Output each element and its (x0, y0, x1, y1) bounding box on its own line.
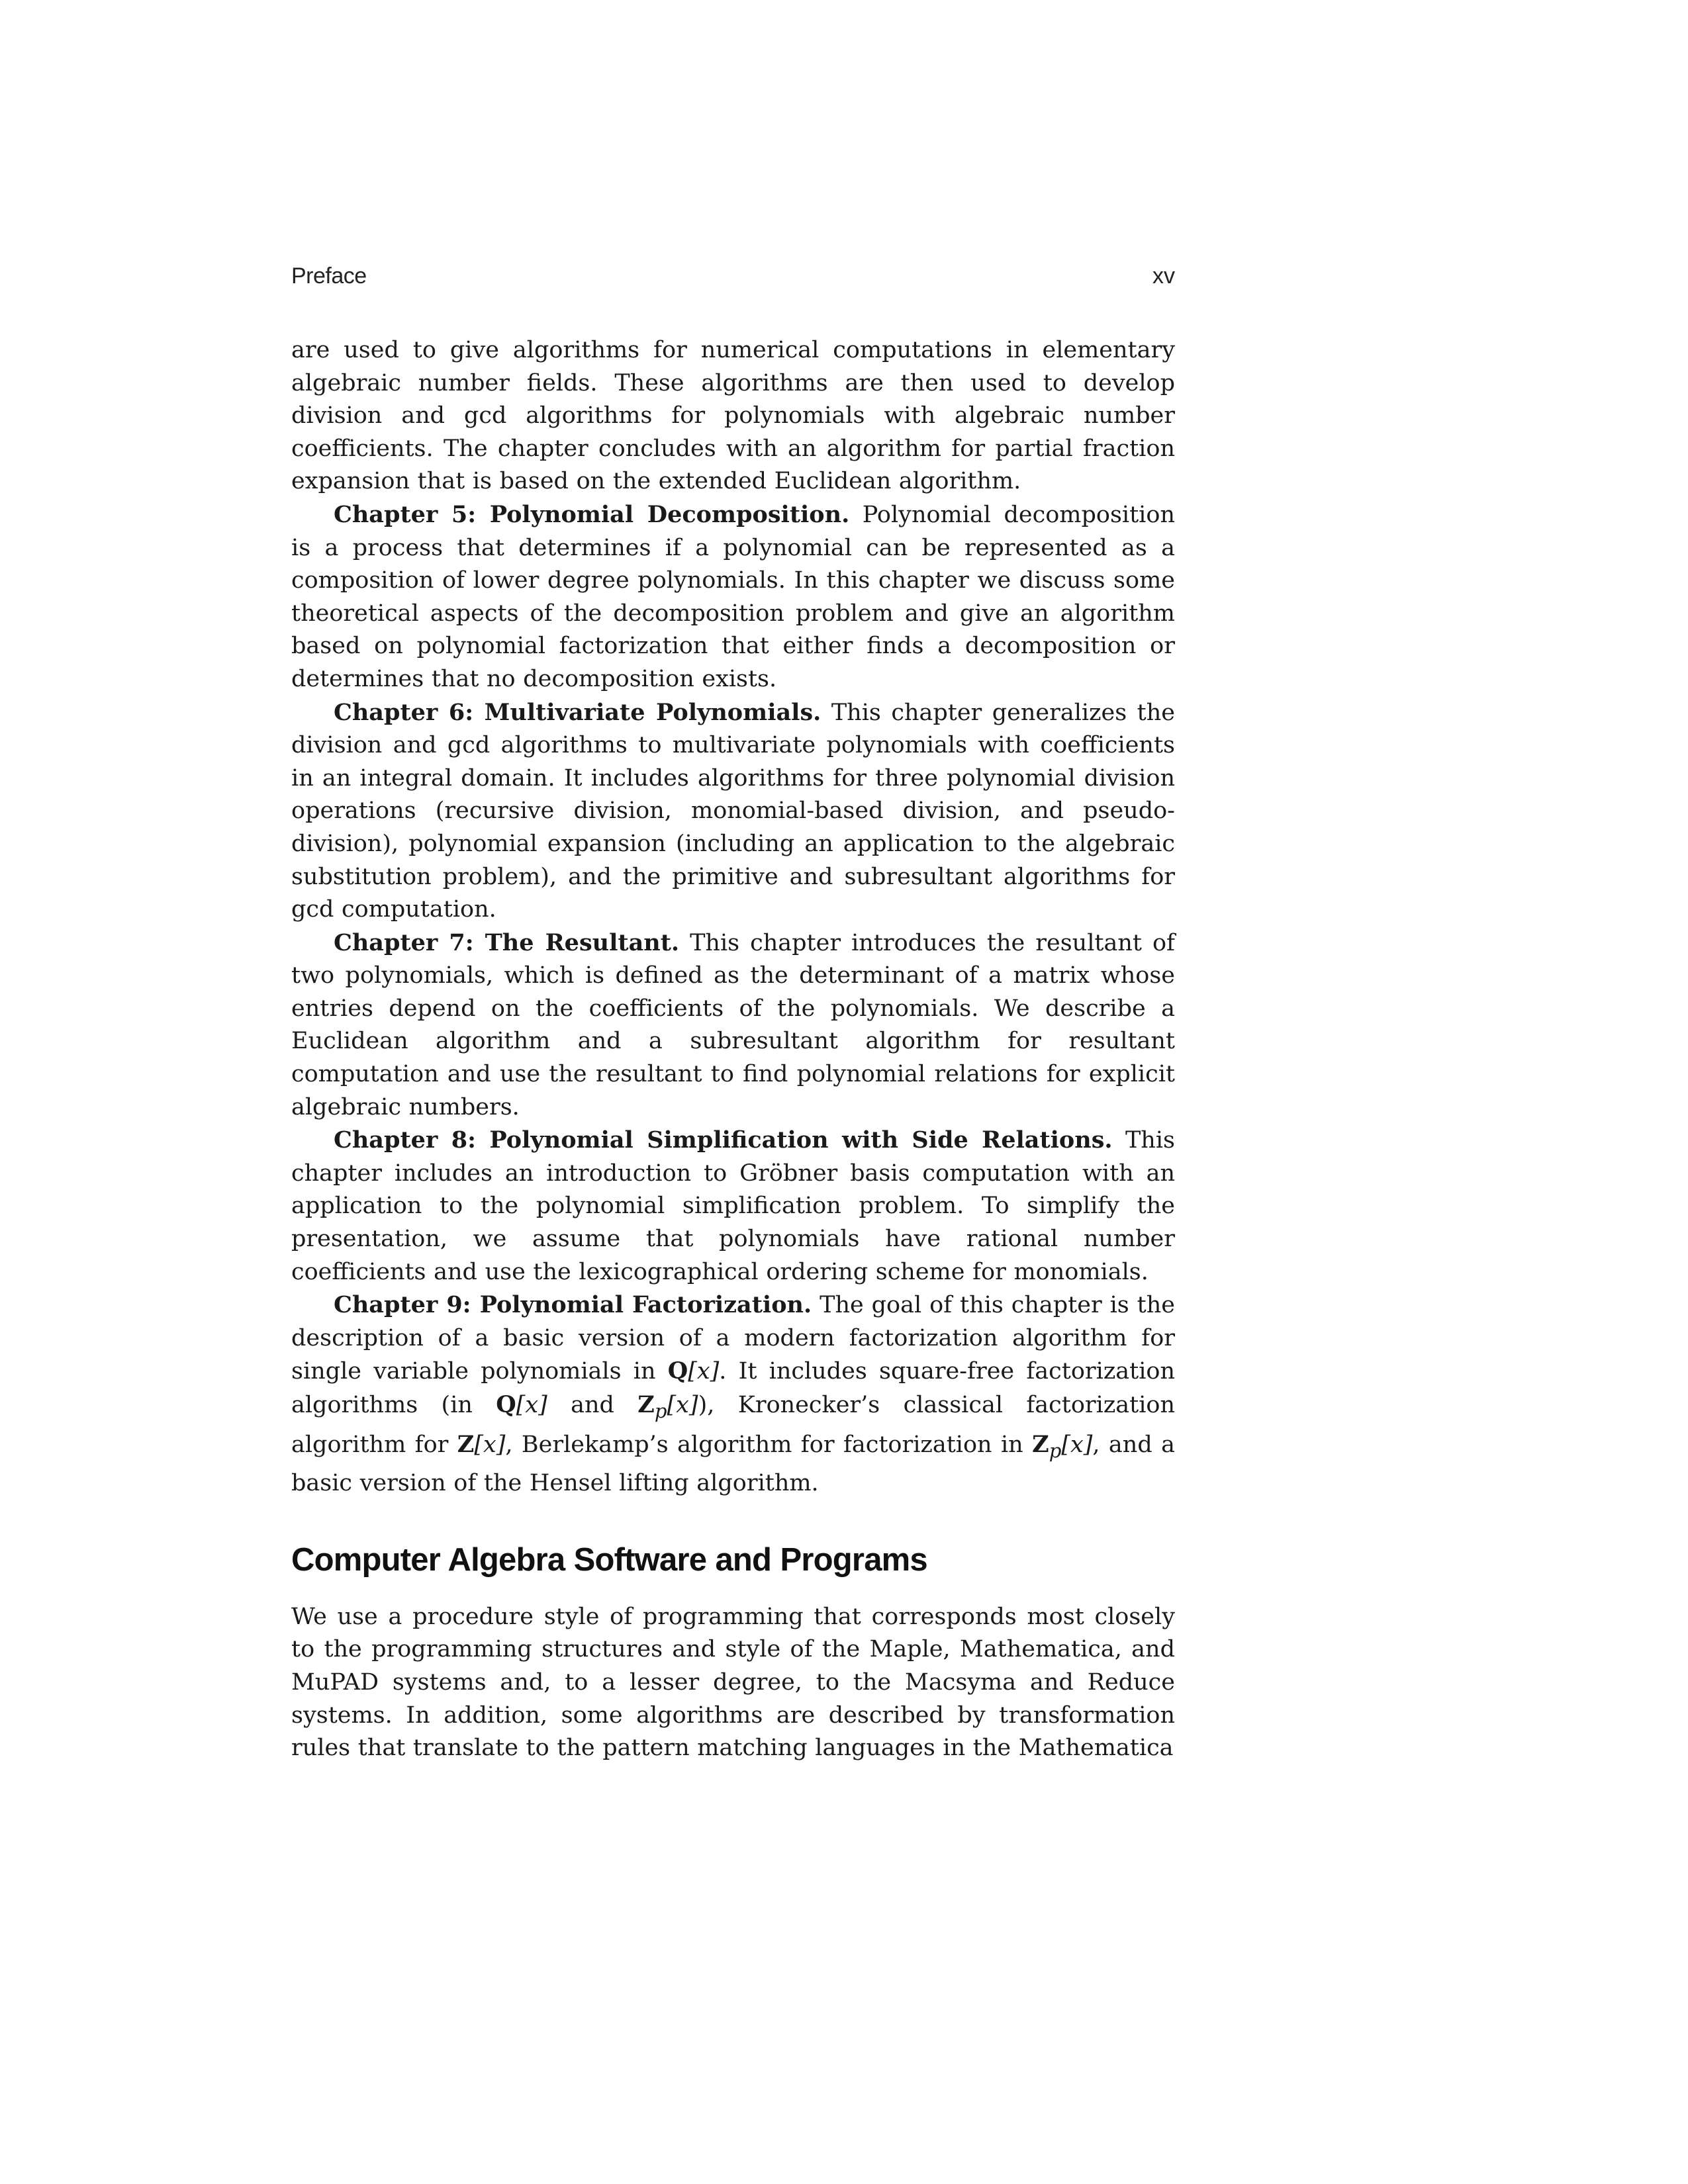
paragraph-text: This chapter generalizes the division and gcd algorithms to multivariate polynomials with coefficients in an integral domain. It includes algorithms for three polynomial division operations (recursive division, monomial-based division, and pseudo-division), polynomial expansion (including an application to the algebraic substitution problem), and the primitive and subresultant algorithms for gcd computation. (291, 699, 1176, 923)
paragraph-text: are used to give algorithms for numerical computations in elementary algebraic number fields. These algorithms are then used to develop division and gcd algorithms for polynomials with algebraic number coefficients. The chapter concludes with an algorithm for partial fraction expansion that is based on the extended Euclidean algorithm. (291, 337, 1175, 495)
math-Z: Z (1032, 1430, 1049, 1458)
running-head (291, 263, 1175, 296)
math-x: [x] (474, 1431, 506, 1458)
paragraph-chapter-7 (291, 927, 1175, 1124)
running-head-title: Preface (291, 263, 367, 289)
paragraph-chapter-6 (291, 696, 1175, 927)
math-subscript-p: p (654, 1400, 667, 1422)
paragraph-text: This chapter introduces the resultant of two polynomials, which is defined as the determinant of a matrix whose entries depend on the coefficients of the polynomials. We describe a Euclidean algorithm and a subresultant algorithm for resultant computation and use the resultant to find polynomial relations for explicit algebraic numbers. (291, 929, 1175, 1120)
paragraph-text: We use a procedure style of programming that corresponds most closely to the programming structures and style of the Maple, Mathematica, and MuPAD systems and, to a lesser degree, to the Macsyma and Reduce systems. In addition, some algorithms are described by transformation rules that translate to the pattern matching languages in the Mathematica (291, 1603, 1175, 1762)
math-x: [x] (516, 1392, 547, 1418)
paragraph-chapter-9 (291, 1289, 1175, 1500)
math-subscript-p: p (1049, 1439, 1062, 1462)
paragraph-text: Polynomial decomposition is a process that determines if a polynomial can be represented as a composition of lower degree polynomials. In this chapter we discuss some theoretical aspects of the decomposition problem and give an algorithm based on polynomial factorization that either finds a decomposition or determines that no decomposition exists. (291, 501, 1175, 692)
paragraph-text: , Berlekamp’s algorithm for factorization in (505, 1431, 1033, 1458)
paragraph-text: , and a basic version of the Hensel lifting algorithm. (291, 1431, 1176, 1497)
paragraph-text: . It includes square-free factorization algorithms (in (291, 1358, 1175, 1418)
chapter-9-title: Chapter 9: Polynomial Factorization. (334, 1291, 812, 1319)
math-Q: Q (667, 1357, 688, 1385)
section-heading: Computer Algebra Software and Programs (291, 1541, 927, 1578)
math-Q: Q (496, 1391, 516, 1418)
math-x: [x] (1061, 1431, 1093, 1458)
chapter-7-title: Chapter 7: The Resultant. (334, 929, 680, 956)
paragraph-chapter4-continued (291, 334, 1175, 498)
math-Z: Z (637, 1391, 655, 1418)
chapter-8-title: Chapter 8: Polynomial Simplification with Side Relations. (334, 1126, 1113, 1154)
math-x: [x] (688, 1358, 720, 1385)
paragraph-text: This chapter includes an introduction to Gröbner basis computation with an application to the polynomial simplification problem. To simplify the presentation, we assume that polynomials have rational number coefficients and use the lexicographical ordering scheme for monomials. (291, 1127, 1175, 1285)
body-text (291, 334, 1175, 1765)
paragraph-text: and (547, 1392, 638, 1418)
chapter-6-title: Chapter 6: Multivariate Polynomials. (334, 698, 821, 726)
chapter-5-title: Chapter 5: Polynomial Decomposition. (334, 500, 850, 528)
paragraph-text: The goal of this chapter is the description of a basic version of a modern factorization algorithm for single variable polynomials in (291, 1292, 1175, 1385)
paragraph-chapter-5 (291, 498, 1175, 696)
section-paragraph (291, 1601, 1175, 1765)
page-number: xv (1152, 263, 1175, 289)
paragraph-text: ), Kronecker’s classical factorization algorithm for (291, 1392, 1175, 1458)
math-Z: Z (457, 1430, 475, 1458)
math-x: [x] (667, 1392, 698, 1418)
paragraph-chapter-8 (291, 1124, 1175, 1289)
